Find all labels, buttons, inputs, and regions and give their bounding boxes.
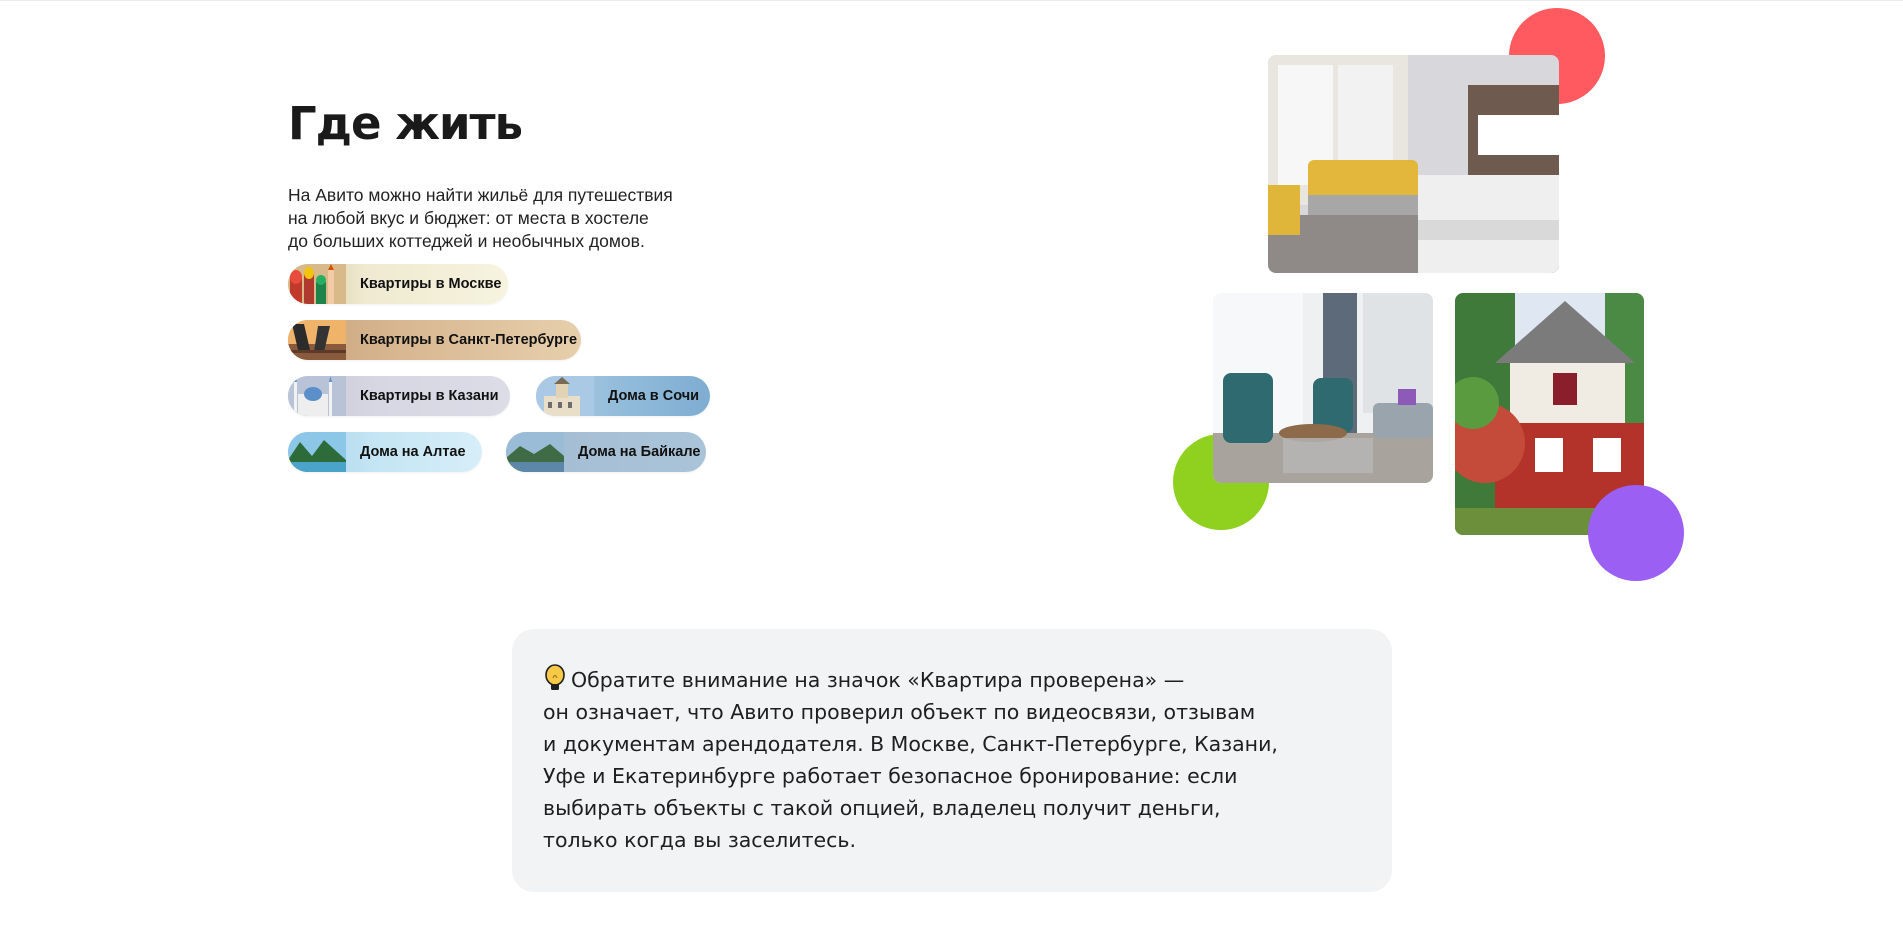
chip-label: Дома на Байкале: [578, 444, 701, 460]
chip-label: Дома на Алтае: [360, 444, 466, 460]
notice-paragraph: [543, 664, 1362, 856]
chip-moscow-apartments[interactable]: [288, 264, 508, 304]
section-title: Где жить: [288, 97, 523, 150]
altai-thumbnail: [288, 432, 346, 472]
where-to-live-section: [288, 96, 748, 253]
purple-decor-circle: [1588, 485, 1684, 581]
accommodation-collage: [1170, 0, 1690, 600]
chip-label: Квартиры в Москве: [360, 276, 502, 292]
chip-altai-houses[interactable]: [288, 432, 482, 472]
chip-baikal-houses[interactable]: [506, 432, 706, 472]
hotel-room-photo: [1268, 55, 1559, 273]
spb-thumbnail: [288, 320, 346, 360]
chip-label: Дома в Сочи: [608, 388, 700, 404]
living-room-photo: [1213, 293, 1433, 483]
city-chips: [288, 264, 748, 474]
sochi-thumbnail: [536, 376, 594, 416]
chip-sochi-houses[interactable]: [536, 376, 710, 416]
kazan-thumbnail: [288, 376, 346, 416]
moscow-thumbnail: [288, 264, 346, 304]
chip-spb-apartments[interactable]: [288, 320, 581, 360]
baikal-thumbnail: [506, 432, 564, 472]
chip-label: Квартиры в Санкт-Петербурге: [360, 332, 578, 348]
section-intro: На Авито можно найти жильё для путешествия на любой вкус и бюджет: от места в хостеле до больших коттеджей и необычных домов.: [288, 185, 673, 251]
verified-apartment-notice: [512, 629, 1392, 892]
chip-label: Квартиры в Казани: [360, 388, 499, 404]
lightbulb-icon: [543, 664, 567, 692]
notice-text: Обратите внимание на значок «Квартира проверена» — он означает, что Авито проверил объект по видеосвязи, отзывам и документам арендодателя. В Москве, Санкт-Петербурге, Казани, Уфе и Екатеринбурге работает безопасное бронирование: если выбирать объекты с такой опцией, владелец получит деньги, только когда вы заселитесь.: [543, 668, 1278, 852]
chip-kazan-apartments[interactable]: [288, 376, 510, 416]
